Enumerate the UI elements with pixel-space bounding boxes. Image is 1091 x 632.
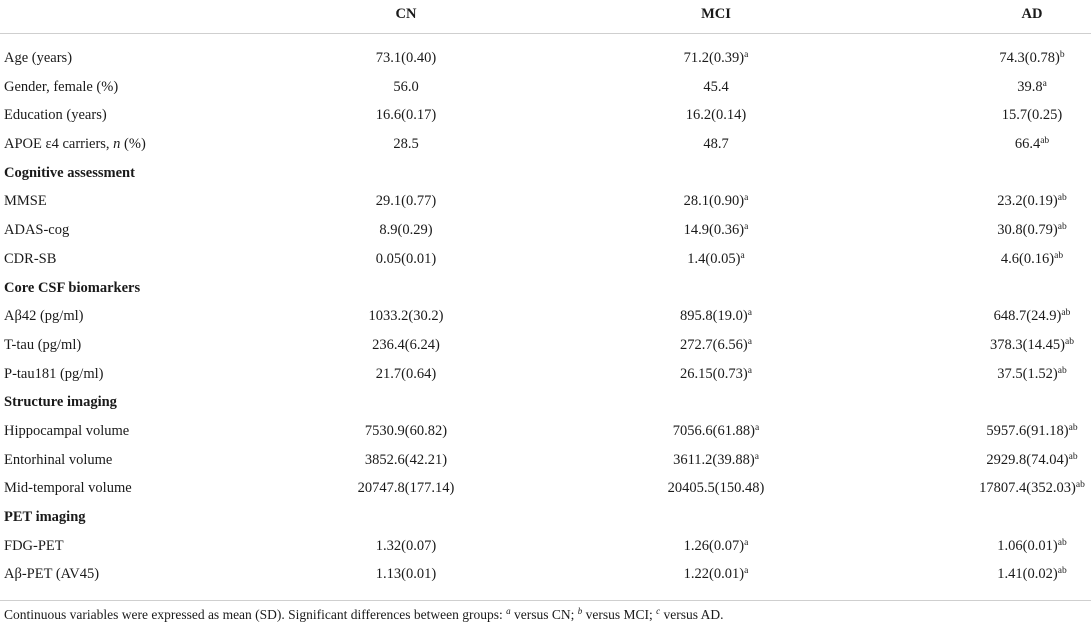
cell-value: 20747.8(177.14) (357, 480, 455, 497)
row-label: ADAS-cog (4, 222, 70, 239)
significance-superscript: a (744, 537, 749, 548)
cell-value: 45.4 (703, 78, 729, 95)
significance-superscript: a (744, 566, 749, 577)
cell-cn (393, 130, 418, 159)
table-row (0, 245, 1091, 274)
footnote-text: Continuous variables were expressed as mean (SD). Significant differences between groups: (4, 607, 507, 622)
cell-mci (673, 446, 759, 475)
cell-cn (376, 360, 436, 389)
footnote-text: versus CN; (510, 607, 578, 622)
table-body (0, 44, 1091, 589)
cell-value: 21.7(0.64) (375, 365, 437, 382)
footnote-sup-a: a (506, 606, 511, 616)
cell-cn (376, 532, 436, 561)
cell-mci (668, 474, 765, 503)
cell-cn (376, 101, 436, 130)
cell-mci (686, 101, 746, 130)
table-row (0, 474, 1091, 503)
table-row (0, 360, 1091, 389)
cell-cn (365, 446, 447, 475)
row-label: Aβ-PET (AV45) (4, 566, 100, 583)
cell-ad (994, 302, 1071, 331)
row-label-part: APOE ε4 carriers, (4, 136, 114, 153)
row-label: CDR-SB (4, 250, 57, 267)
cell-value: 1.4(0.05) (687, 250, 741, 267)
cell-value: 66.4 (1014, 136, 1041, 153)
table-row (0, 130, 1091, 159)
cell-value: 29.1(0.77) (375, 193, 437, 210)
table-header (0, 0, 1091, 34)
cell-value: 48.7 (703, 136, 729, 153)
cell-ad (1001, 245, 1063, 274)
significance-superscript: ab (1040, 136, 1050, 147)
significance-superscript: ab (1075, 480, 1085, 491)
significance-superscript: ab (1068, 422, 1078, 433)
cell-ad (979, 474, 1085, 503)
significance-superscript: ab (1064, 336, 1074, 347)
cell-ad (1017, 73, 1047, 102)
footnote-sup-b: b (577, 606, 583, 616)
section-header-row (0, 388, 1091, 417)
cell-value: 17807.4(352.03) (979, 480, 1076, 497)
cell-mci (684, 44, 749, 73)
cell-value: 3852.6(42.21) (364, 451, 448, 468)
cell-value: 1.32(0.07) (375, 537, 437, 554)
cell-mci (673, 417, 759, 446)
significance-superscript: ab (1057, 566, 1067, 577)
cell-mci (703, 73, 728, 102)
cell-value: 7530.9(60.82) (364, 422, 448, 439)
row-label: Aβ42 (pg/ml) (4, 308, 84, 325)
cell-ad (999, 44, 1064, 73)
cell-ad (997, 532, 1066, 561)
cell-cn (369, 302, 444, 331)
significance-superscript: ab (1057, 193, 1067, 204)
cell-value: 20405.5(150.48) (667, 480, 765, 497)
row-label (4, 130, 146, 159)
cell-value: 272.7(6.56) (680, 336, 748, 353)
cell-value: 895.8(19.0) (680, 308, 748, 325)
cell-ad (986, 417, 1077, 446)
cell-ad (990, 331, 1074, 360)
section-label: Cognitive assessment (4, 164, 135, 181)
cell-value: 74.3(0.78) (999, 50, 1060, 66)
column-header-ad: AD (1021, 6, 1043, 22)
cell-value: 23.2(0.19) (997, 193, 1058, 210)
row-label-part: (%) (120, 136, 146, 153)
significance-superscript: ab (1057, 222, 1067, 233)
row-label: Mid-temporal volume (4, 480, 132, 497)
cell-mci (680, 302, 752, 331)
significance-superscript: a (754, 422, 760, 433)
significance-superscript: a (740, 250, 745, 261)
cell-value: 7056.6(61.88) (672, 422, 755, 439)
row-label: Entorhinal volume (4, 451, 113, 468)
significance-superscript: ab (1068, 451, 1078, 462)
table-row (0, 101, 1091, 130)
cell-cn (376, 44, 436, 73)
cell-mci (684, 187, 749, 216)
cell-cn (379, 216, 432, 245)
footnote-divider (0, 600, 1091, 601)
significance-superscript: a (754, 451, 759, 462)
significance-superscript: ab (1054, 250, 1064, 261)
footnote-text: versus MCI; (582, 607, 657, 622)
significance-superscript: a (744, 222, 749, 233)
cell-value: 39.8 (1017, 78, 1043, 95)
significance-superscript: a (747, 336, 752, 347)
cell-mci (680, 331, 752, 360)
cell-cn (393, 73, 418, 102)
table-row (0, 446, 1091, 475)
cell-value: 28.5 (393, 136, 419, 153)
cell-value: 26.15(0.73) (680, 365, 748, 382)
table-row (0, 216, 1091, 245)
section-label: Core CSF biomarkers (4, 279, 141, 296)
row-label: Age (years) (4, 50, 73, 66)
cell-mci (684, 532, 749, 561)
significance-superscript: a (1042, 78, 1047, 89)
section-label: Structure imaging (4, 394, 117, 411)
cell-value: 28.1(0.90) (683, 193, 745, 210)
cell-value: 1.06(0.01) (997, 537, 1058, 554)
cell-value: 15.7(0.25) (1001, 107, 1063, 124)
column-header-mci: MCI (701, 6, 731, 22)
cell-value: 16.2(0.14) (685, 107, 747, 124)
cell-value: 648.7(24.9) (993, 308, 1062, 325)
footnote-text: versus AD. (660, 607, 724, 622)
table-row (0, 560, 1091, 589)
cell-mci (684, 216, 749, 245)
cell-value: 1.22(0.01) (683, 566, 745, 583)
cell-ad (997, 360, 1066, 389)
cell-ad (986, 446, 1077, 475)
cell-mci (680, 360, 752, 389)
cell-value: 2929.8(74.04) (986, 451, 1069, 468)
table-row (0, 187, 1091, 216)
section-label: PET imaging (4, 509, 86, 525)
section-header-row (0, 159, 1091, 188)
cell-ad (997, 216, 1066, 245)
column-header-cn: CN (395, 6, 417, 22)
section-header-row (0, 503, 1091, 532)
cell-mci (687, 245, 744, 274)
row-label-part: n (113, 136, 121, 153)
cell-value: 14.9(0.36) (683, 222, 745, 239)
cell-value: 1.41(0.02) (997, 566, 1058, 583)
cell-cn (358, 474, 455, 503)
cell-cn (365, 417, 447, 446)
cell-cn (376, 245, 436, 274)
cell-cn (376, 560, 436, 589)
table-row (0, 417, 1091, 446)
table-row (0, 331, 1091, 360)
table-row (0, 44, 1091, 73)
cell-value: 236.4(6.24) (372, 336, 440, 353)
cell-value: 8.9(0.29) (379, 222, 433, 239)
table-row (0, 73, 1091, 102)
significance-superscript: ab (1061, 308, 1071, 319)
cell-value: 378.3(14.45) (990, 336, 1065, 353)
cell-value: 1033.2(30.2) (368, 308, 444, 325)
cell-value: 1.13(0.01) (375, 566, 437, 583)
row-label: Hippocampal volume (4, 422, 130, 439)
significance-superscript: ab (1057, 365, 1067, 376)
row-label: MMSE (4, 193, 47, 210)
significance-superscript: a (744, 50, 749, 60)
cell-cn (376, 187, 436, 216)
table-row (0, 302, 1091, 331)
cell-mci (703, 130, 728, 159)
table-footnote (4, 607, 723, 623)
significance-superscript: a (744, 193, 749, 204)
row-label: T-tau (pg/ml) (4, 336, 82, 353)
significance-superscript: a (747, 365, 752, 376)
cell-cn (372, 331, 440, 360)
footnote-sup-c: c (656, 606, 661, 616)
cell-value: 3611.2(39.88) (673, 451, 755, 468)
row-label: FDG-PET (4, 537, 64, 554)
row-label: Gender, female (%) (4, 78, 119, 95)
cell-value: 37.5(1.52) (997, 365, 1058, 382)
cell-value: 16.6(0.17) (375, 107, 437, 124)
cell-mci (684, 560, 749, 589)
cell-ad (1015, 130, 1049, 159)
cell-value: 5957.6(91.18) (986, 422, 1069, 439)
significance-superscript: a (747, 308, 752, 319)
section-header-row (0, 274, 1091, 303)
cell-value: 56.0 (393, 78, 419, 95)
cell-ad (997, 187, 1066, 216)
row-label: P-tau181 (pg/ml) (4, 365, 104, 382)
cell-value: 1.26(0.07) (683, 537, 745, 554)
cell-value: 0.05(0.01) (375, 250, 437, 267)
table-row (0, 532, 1091, 561)
cell-value: 73.1(0.40) (375, 50, 437, 66)
significance-superscript: ab (1057, 537, 1067, 548)
cell-value: 30.8(0.79) (997, 222, 1058, 239)
cell-ad (1002, 101, 1062, 130)
significance-superscript: b (1059, 50, 1065, 60)
row-label: Education (years) (4, 107, 107, 124)
cell-value: 4.6(0.16) (1000, 250, 1055, 267)
cell-value: 71.2(0.39) (683, 50, 745, 66)
cell-ad (997, 560, 1066, 589)
